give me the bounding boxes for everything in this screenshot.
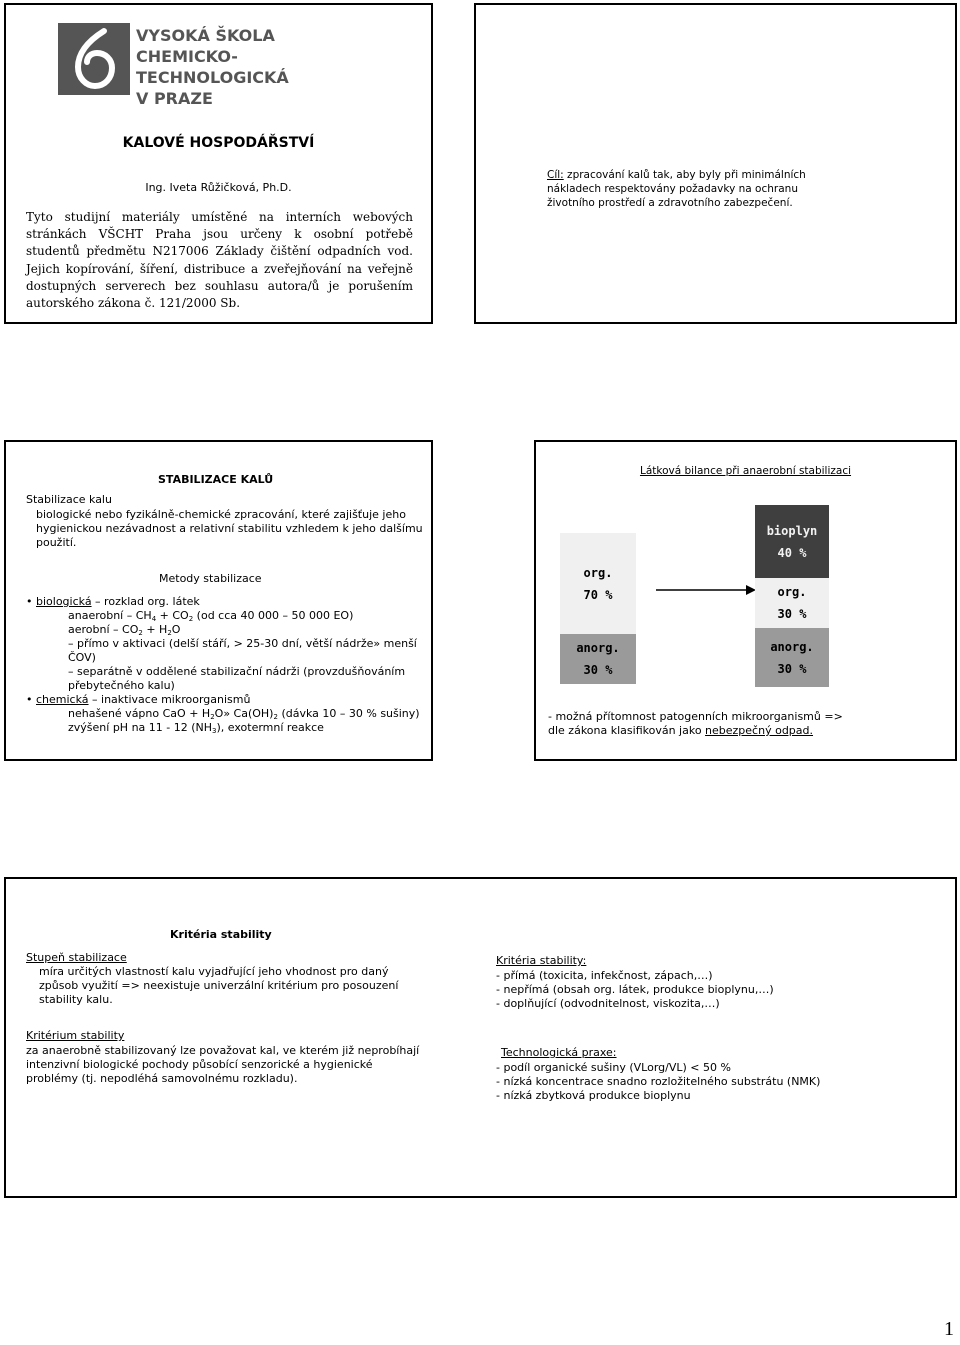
criterion-heading: Kritérium stability [26, 1029, 125, 1042]
right-biogas-block [755, 505, 829, 578]
slide-stabilization [4, 440, 433, 761]
goal-label: Cíl: [547, 169, 564, 181]
practice-list [496, 1061, 936, 1103]
criteria-item: - přímá (toxicita, infekčnost, zápach,…) [496, 969, 713, 982]
block-value: 30 % [777, 661, 807, 676]
block-value: 30 % [583, 663, 613, 677]
block-label: org. [777, 585, 807, 599]
block-label: org. [583, 565, 613, 580]
practice-item: - nízká koncentrace snadno rozložitelného substrátu (NMK) [496, 1075, 821, 1088]
methods-heading: Metody stabilizace [159, 572, 262, 585]
criterion-text [26, 1044, 451, 1086]
presentation-title: KALOVÉ HOSPODÁŘSTVÍ [122, 135, 315, 151]
criterion-line: za anaerobně stabilizovaný lze považovat kal, ve kterém již neprobíhají [26, 1044, 420, 1057]
slide-heading: Kritéria stability [170, 928, 272, 941]
copyright-disclaimer [26, 209, 413, 312]
hazard-note [548, 710, 948, 738]
logo-line-3: V PRAZE [136, 89, 213, 108]
definition-heading: Stabilizace kalu [26, 493, 112, 506]
biological-label: biologická [36, 595, 92, 608]
arrow-right-icon [656, 583, 756, 597]
logo-emblem-icon [58, 23, 130, 95]
logo-line-2: CHEMICKO-TECHNOLOGICKÁ [136, 47, 289, 87]
right-anorg-block [755, 628, 829, 687]
separate-tank-line: přebytečného kalu) [68, 679, 175, 692]
note-line: - možná přítomnost patogenních mikroorganismů => [548, 710, 843, 723]
left-org-block [560, 533, 636, 634]
block-label: anorg. [770, 639, 814, 654]
author-name: Ing. Iveta Růžičková, Ph.D. [145, 181, 292, 194]
block-value: 30 % [777, 607, 807, 621]
slide-stability-criteria [4, 877, 957, 1198]
left-anorg-block [560, 634, 636, 684]
direct-aeration-line: – přímo v aktivaci (delší stáří, > 25-30 dní, větší nádrže» menší [68, 637, 417, 650]
definition-text [36, 508, 431, 550]
block-value: 40 % [777, 545, 807, 560]
slide-mass-balance [534, 440, 957, 761]
method-biological [26, 595, 431, 735]
degree-text [39, 965, 459, 1007]
chemical-text: – inaktivace mikroorganismů [88, 693, 251, 706]
degree-line: stability kalu. [39, 993, 113, 1006]
criteria-heading: Kritéria stability: [496, 954, 587, 967]
aerobic-line: aerobní – $CO_2 + H_2O$ [68, 623, 181, 637]
block-label: anorg. [576, 641, 620, 655]
goal-line: nákladech respektovány požadavky na ochranu [547, 183, 798, 195]
practice-heading: Technologická praxe: [501, 1046, 617, 1059]
chemical-label: chemická [36, 693, 89, 706]
goal-text [547, 168, 947, 210]
degree-heading: Stupeň stabilizace [26, 951, 127, 964]
practice-item: - nízká zbytková produkce bioplynu [496, 1089, 691, 1102]
slide-title [4, 3, 433, 324]
logo-line-1: VYSOKÁ ŠKOLA [136, 26, 275, 45]
slide-goal [474, 3, 957, 324]
criterion-line: intenzivní biologické pochody působící senzorické a hygienické [26, 1058, 373, 1071]
ph-line: zvýšení pH na 11 - 12 $(NH_3)$, exotermní reakce [68, 721, 324, 735]
goal-text-start: zpracování kalů tak, aby byly při minimálních [563, 169, 806, 181]
disclaimer-line: dostupných serverech bez souhlasu autora/ů je porušením [26, 278, 413, 293]
practice-item: - podíl organické sušiny (VLorg/VL) < 50 % [496, 1061, 731, 1074]
block-value: 70 % [583, 587, 613, 602]
criteria-item: - doplňující (odvodnitelnost, viskozita,…) [496, 997, 720, 1010]
block-label: bioplyn [766, 523, 818, 538]
definition-line: použití. [36, 536, 77, 549]
page-number: 1 [944, 1318, 954, 1340]
separate-tank-line: – separátně v oddělené stabilizační nádrži (provzdušňováním [68, 665, 406, 678]
slide-heading: Látková bilance při anaerobní stabilizaci [639, 465, 852, 477]
disclaimer-line: stránkách VŠCHT Praha jsou určeny k osobní potřebě [26, 227, 413, 242]
school-logo [58, 23, 388, 108]
criteria-list [496, 969, 936, 1011]
anaerobic-line: anaerobní – $CH_4 + CO_2$ (od cca 40 000 – 50 000 EO) [68, 609, 354, 623]
direct-aeration-line: ČOV) [68, 651, 96, 664]
disclaimer-line: Tyto studijní materiály umístěné na interních webových [26, 210, 413, 224]
disclaimer-line: autorského zákona č. 121/2000 Sb. [26, 296, 241, 311]
right-org-block [755, 578, 829, 628]
definition-line: hygienickou nezávadnost a relativní stabilitu vzhledem k jeho dalšímu [36, 522, 423, 535]
biological-text: – rozklad org. látek [91, 595, 200, 608]
criteria-item: - nepřímá (obsah org. látek, produkce bioplynu,…) [496, 983, 774, 996]
criterion-line: problémy (tj. nepodléhá samovolnému rozkladu). [26, 1072, 298, 1085]
degree-line: způsob využití => neexistuje univerzální kritérium pro posouzení [39, 979, 399, 992]
degree-line: míra určitých vlastností kalu vyjadřující jeho vhodnost pro daný [39, 965, 389, 978]
note-text: dle zákona klasifikován jako [548, 724, 706, 737]
disclaimer-line: studentů předmětu N217006 Základy čištění odpadních vod. [26, 244, 413, 259]
bullet-icon: • [26, 595, 36, 608]
disclaimer-line: Jejich kopírování, šíření, distribuce a zveřejňování na veřejně [26, 261, 413, 276]
hazardous-waste-label: nebezpečný odpad. [705, 724, 814, 737]
definition-line: biologické nebo fyzikálně-chemické zpracování, které zajišťuje jeho [36, 508, 406, 521]
bullet-icon: • [26, 693, 36, 706]
goal-line: životního prostředí a zdravotního zabezpečení. [547, 197, 793, 209]
slide-heading: STABILIZACE KALŮ [158, 473, 274, 486]
lime-line: nehašené vápno CaO + $H_2O$» $Ca(OH)_2$ (dávka 10 – 30 % sušiny) [68, 707, 420, 721]
